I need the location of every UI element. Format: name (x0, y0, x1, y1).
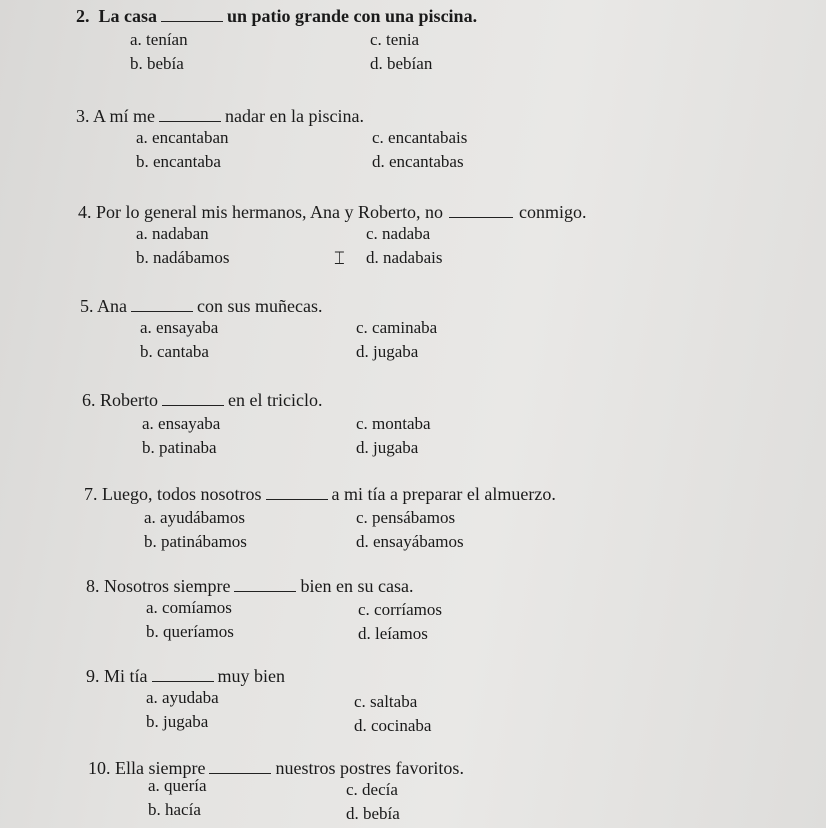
option-c: c. montaba (356, 414, 431, 433)
answer-blank (266, 485, 328, 500)
option-b: b. cantaba (140, 342, 209, 361)
option-b: b. bebía (130, 54, 184, 73)
option-b: b. queríamos (146, 622, 234, 641)
answer-blank (209, 759, 271, 774)
option-c: c. tenia (370, 30, 420, 49)
option-d: d. encantabas (372, 152, 464, 171)
option-c: c. pensábamos (356, 508, 456, 527)
answer-blank (131, 297, 193, 312)
option-a: a. nadaban (136, 224, 209, 243)
answer-blank (159, 107, 221, 122)
question-10 (0, 748, 826, 828)
question-stem: 5. Ana con sus muñecas. (80, 296, 323, 316)
question-stem: 9. Mi tía muy bien (86, 666, 285, 686)
question-stem: 10. Ella siempre nuestros postres favoritos. (88, 758, 464, 778)
option-d: d. bebía (346, 804, 400, 823)
option-a: a. ensayaba (140, 318, 219, 337)
question-stem: 6. Roberto en el triciclo. (82, 390, 323, 410)
option-a: a. comíamos (146, 598, 232, 617)
answer-blank (449, 203, 513, 218)
question-9 (0, 658, 826, 738)
answer-blank (162, 391, 224, 406)
option-c: c. encantabais (372, 128, 468, 147)
option-d: d. nadabais (366, 248, 443, 267)
answer-blank (152, 667, 214, 682)
option-d: d. jugaba (356, 342, 419, 361)
option-a: a. encantaban (136, 128, 229, 147)
answer-blank (234, 577, 296, 592)
question-stem: 8. Nosotros siempre bien en su casa. (86, 576, 414, 596)
option-a: a. ensayaba (142, 414, 221, 433)
option-a: a. tenían (130, 30, 188, 49)
question-6 (0, 380, 826, 460)
option-b: b. jugaba (146, 712, 209, 731)
text-cursor-icon: ⌶ (334, 248, 345, 269)
option-b: b. patinaba (142, 438, 217, 457)
question-7 (0, 476, 826, 556)
option-d: d. cocinaba (354, 716, 432, 735)
question-8 (0, 568, 826, 648)
question-stem: 2. La casa un patio grande con una piscina. (76, 6, 478, 26)
question-5 (0, 286, 826, 366)
option-c: c. corríamos (358, 600, 443, 619)
option-a: a. quería (148, 776, 207, 795)
option-c: c. decía (346, 780, 398, 799)
option-c: c. saltaba (354, 692, 418, 711)
question-2 (0, 0, 826, 80)
question-stem: 3. A mí me nadar en la piscina. (76, 106, 364, 126)
option-a: a. ayudábamos (144, 508, 246, 527)
option-d: d. ensayábamos (356, 532, 464, 551)
option-b: b. nadábamos (136, 248, 230, 267)
option-d: d. jugaba (356, 438, 419, 457)
question-stem: 7. Luego, todos nosotros a mi tía a preparar el almuerzo. (84, 484, 556, 504)
option-b: b. encantaba (136, 152, 221, 171)
option-d: d. leíamos (358, 624, 428, 643)
option-a: a. ayudaba (146, 688, 219, 707)
option-c: c. caminaba (356, 318, 438, 337)
question-stem: 4. Por lo general mis hermanos, Ana y Roberto, no conmigo. (78, 202, 587, 222)
option-c: c. nadaba (366, 224, 431, 243)
option-b: b. patinábamos (144, 532, 247, 551)
question-3 (0, 96, 826, 176)
option-d: d. bebían (370, 54, 433, 73)
option-b: b. hacía (148, 800, 201, 819)
question-4 (0, 192, 826, 272)
answer-blank (161, 7, 223, 22)
